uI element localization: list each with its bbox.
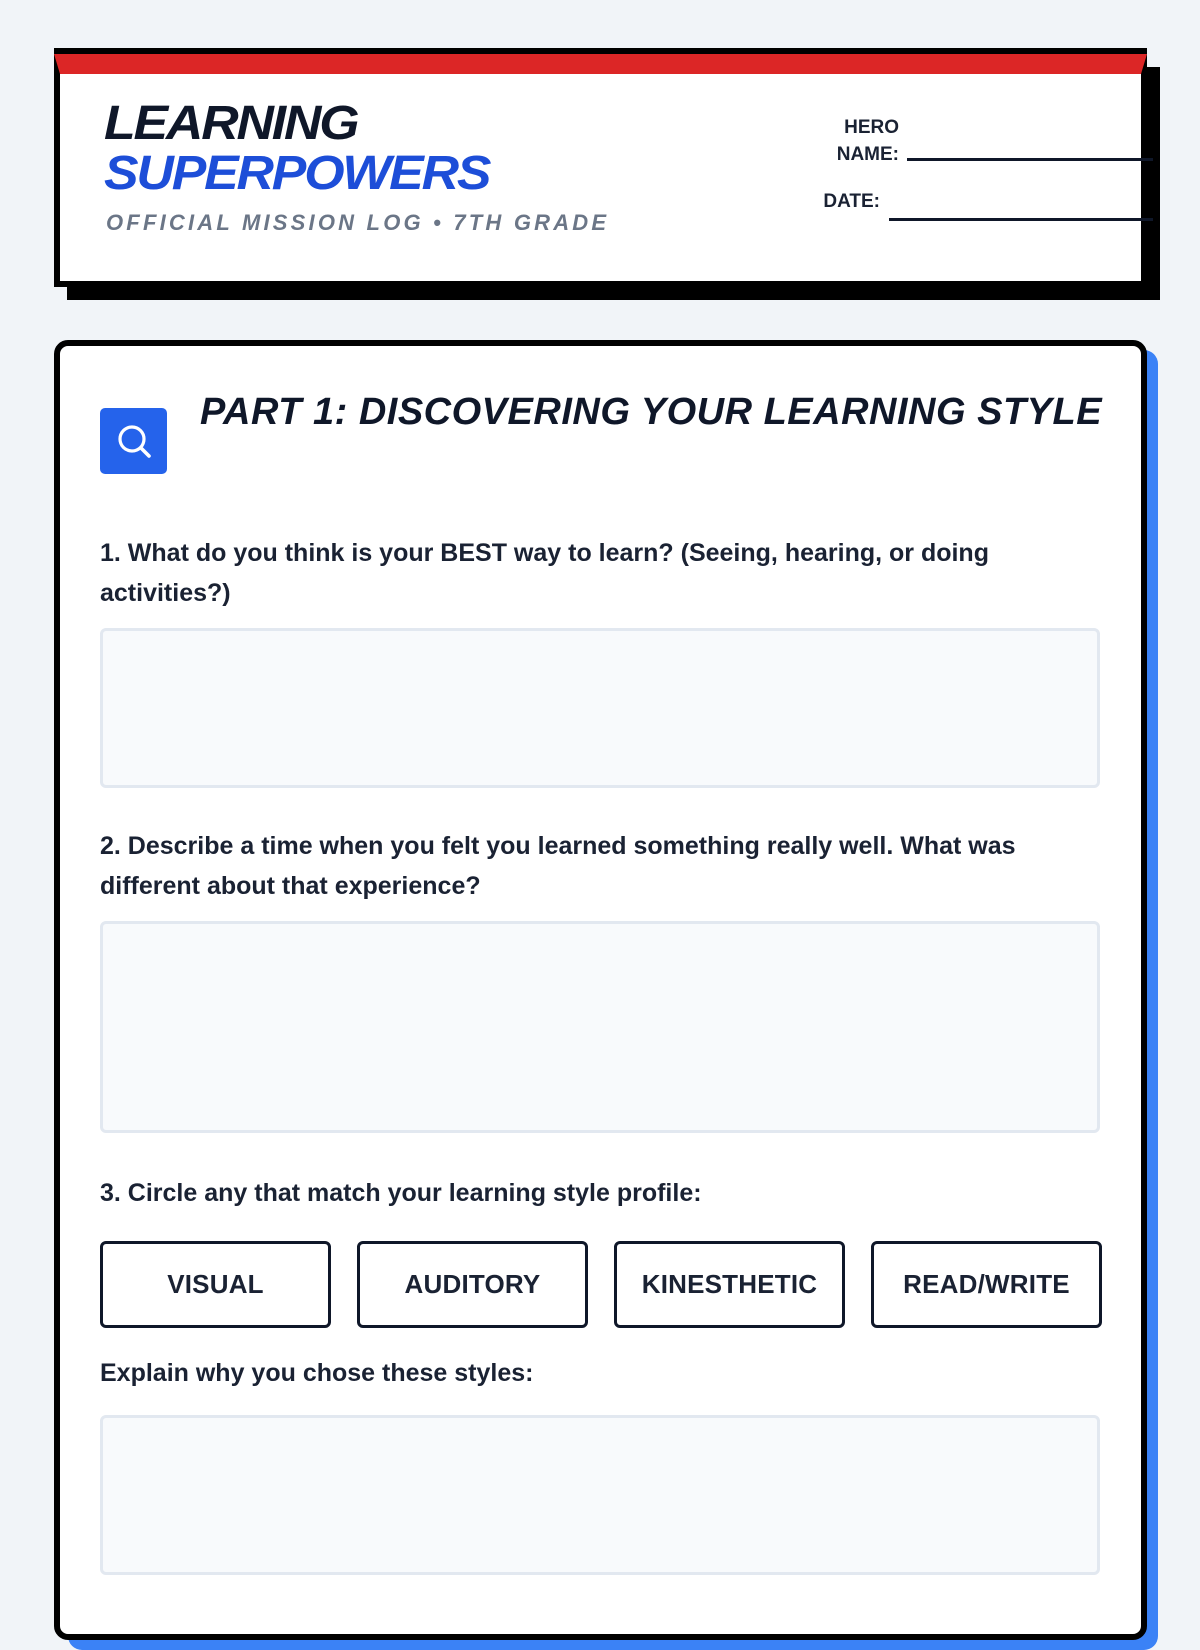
style-option-visual[interactable]: VISUAL — [100, 1241, 331, 1328]
section-title: PART 1: DISCOVERING YOUR LEARNING STYLE — [200, 391, 1103, 433]
answer-box-2[interactable] — [100, 921, 1100, 1133]
date-label: DATE: — [823, 191, 880, 212]
style-option-read-write[interactable]: READ/WRITE — [871, 1241, 1102, 1328]
title-line-2: SUPERPOWERS — [104, 147, 490, 200]
question-3: 3. Circle any that match your learning style profile: — [100, 1179, 702, 1207]
search-icon — [100, 408, 167, 474]
hero-name-label — [760, 114, 899, 168]
style-option-kinesthetic[interactable]: KINESTHETIC — [614, 1241, 845, 1328]
worksheet-header — [54, 54, 1147, 287]
question-2: 2. Describe a time when you felt you learned something really well. What was different about that experience? — [100, 832, 1016, 900]
explain-prompt: Explain why you chose these styles: — [100, 1359, 534, 1387]
date-field[interactable] — [889, 218, 1153, 221]
title-line-1: LEARNING — [104, 97, 358, 150]
hero-name-label-line1: HERO — [844, 117, 899, 138]
question-1: 1. What do you think is your BEST way to learn? (Seeing, hearing, or doing activities?) — [100, 539, 989, 607]
part-1-card — [54, 340, 1147, 1640]
answer-box-3[interactable] — [100, 1415, 1100, 1575]
style-option-auditory[interactable]: AUDITORY — [357, 1241, 588, 1328]
hero-name-label-line2: NAME: — [836, 144, 899, 165]
hero-name-field[interactable] — [907, 158, 1153, 161]
worksheet-subtitle: OFFICIAL MISSION LOG • 7TH GRADE — [106, 210, 610, 235]
answer-box-1[interactable] — [100, 628, 1100, 788]
